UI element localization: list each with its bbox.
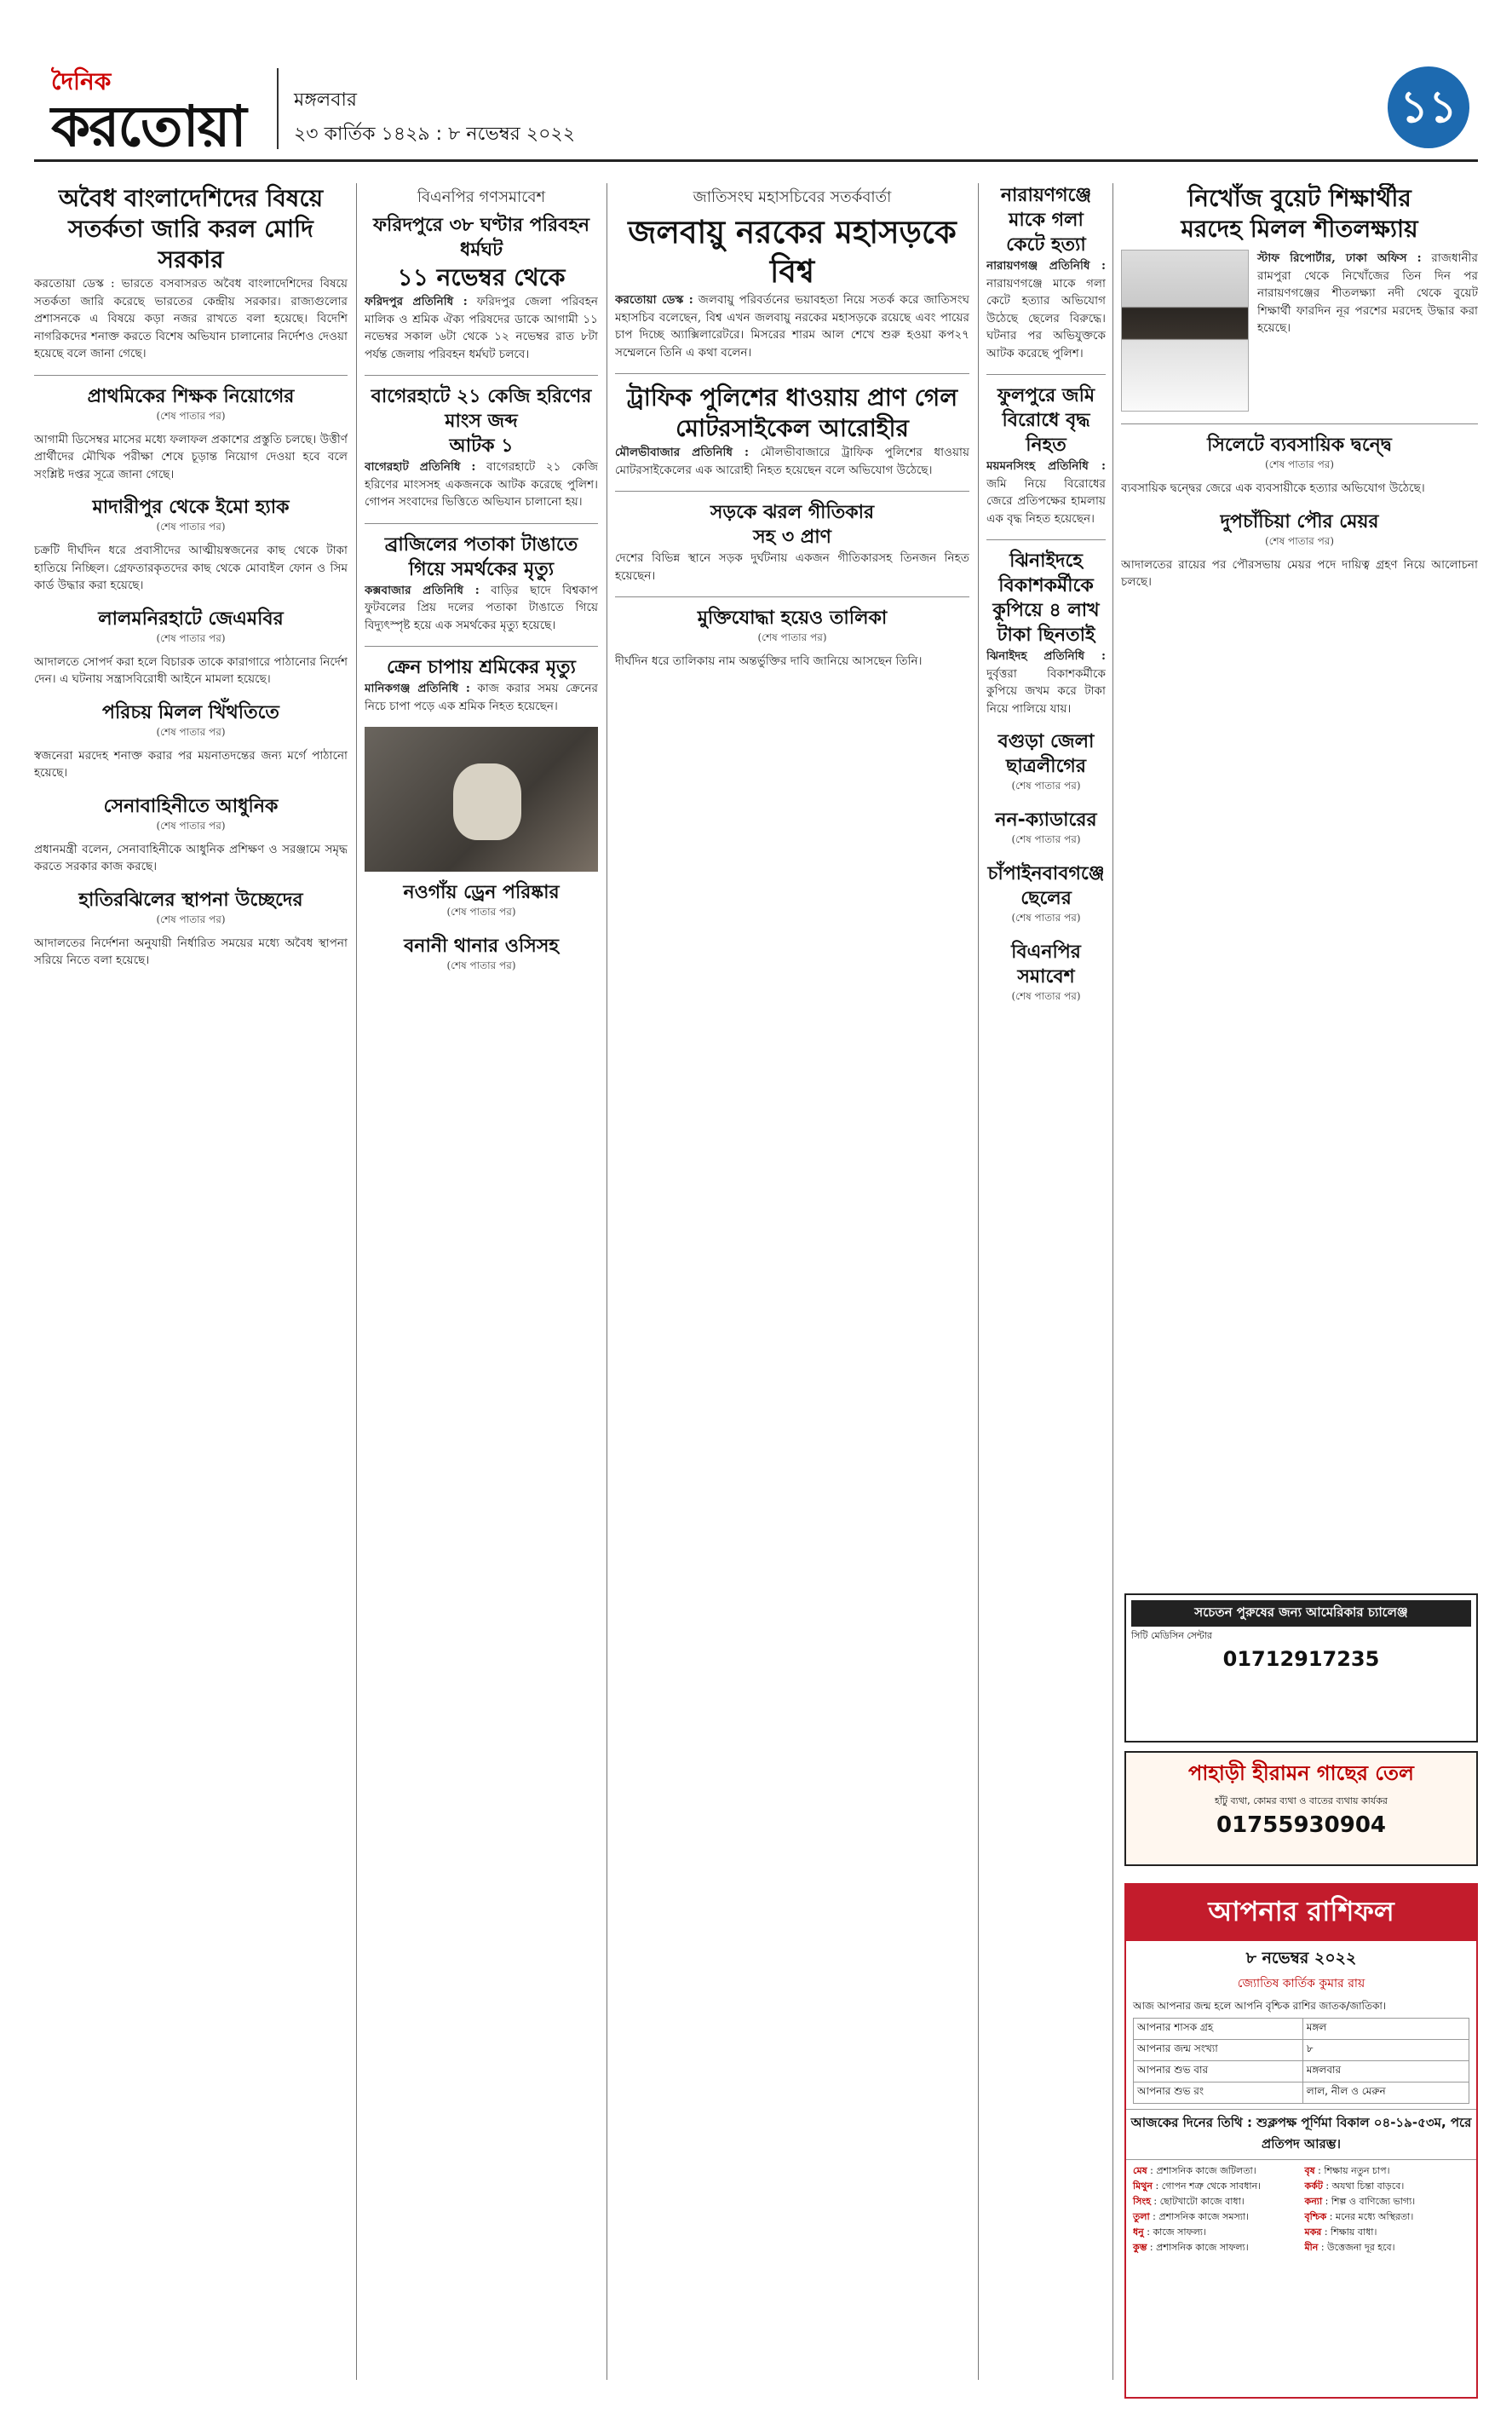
ad-phone: 01755930904	[1216, 1812, 1386, 1838]
continued-label: (শেষ পাতার পর)	[446, 906, 516, 918]
kicker: বিএনপির গণসমাবেশ	[417, 188, 546, 206]
continued-label: (শেষ পাতার পর)	[446, 959, 516, 971]
logo-small-text: দৈনিক	[51, 67, 112, 95]
article-fulpur	[986, 383, 1106, 527]
byline: মানিকগঞ্জ প্রতিনিধি :	[365, 682, 470, 695]
continued-label: (শেষ পাতার পর)	[1264, 458, 1335, 470]
headline: ফুলপুরে জমি বিরোধে বৃদ্ধ নিহত	[997, 385, 1095, 456]
headline: বগুড়া জেলা ছাত্রলীগের	[997, 731, 1095, 777]
article-army	[34, 794, 348, 876]
continued-label: (শেষ পাতার পর)	[156, 913, 226, 925]
article-body: স্বজনেরা মরদেহ শনাক্ত করার পর ময়নাতদন্তের জন্য মর্গে পাঠানো হয়েছে।	[34, 748, 348, 780]
headline: সিলেটে ব্যবসায়িক দ্বন্দ্বে	[1207, 435, 1392, 456]
byline: করতোয়া ডেস্ক :	[615, 293, 693, 307]
headline: ঝিনাইদহে বিকাশকর্মীকে কুপিয়ে ৪ লাখ টাকা ছিনতাই	[992, 550, 1100, 646]
article-body: আদালতে সোপর্দ করা হলে বিচারক তাকে কারাগারে পাঠানোর নির্দেশ দেন। এ ঘটনায় সন্ত্রাসবিরোধী আইনে মামলা হয়েছে।	[34, 654, 348, 686]
headline: বাগেরহাটে ২১ কেজি হরিণের মাংস জব্দ	[371, 386, 592, 432]
headline: মুক্তিযোদ্ধা হয়েও তালিকা	[697, 608, 888, 629]
article-jhenaidah	[986, 549, 1106, 717]
ad-title: সচেতন পুরুষের জন্য আমেরিকার চ্যালেঞ্জ	[1131, 1600, 1471, 1627]
continued-label: (শেষ পাতার পর)	[1011, 990, 1081, 1002]
article-imo-hack	[34, 495, 348, 595]
horoscope-title: আপনার রাশিফল	[1126, 1885, 1476, 1941]
byline: ঝিনাইদহ প্রতিনিধি :	[986, 649, 1106, 663]
newspaper-logo	[51, 60, 264, 159]
article-body: আগামী ডিসেম্বর মাসের মধ্যে ফলাফল প্রকাশের প্রস্তুতি চলছে। উত্তীর্ণ প্রার্থীদের মৌখিক পরীক্ষা শেষে চূড়ান্ত নিয়োগ দেওয়া হবে বলে সংশ্লিষ্ট দপ্তর সূত্রে জানা গেছে।	[34, 432, 348, 481]
zodiac-sign: তুলা : প্রশাসনিক কাজে সমস্যা।	[1133, 2211, 1250, 2222]
skull-shape	[453, 763, 521, 840]
byline: ফরিদপুর প্রতিনিধি :	[365, 295, 468, 308]
date-block	[294, 84, 575, 152]
skull-photo	[365, 727, 598, 872]
article-body: আদালতের নির্দেশনা অনুযায়ী নির্ধারিত সময়ের মধ্যে অবৈধ স্থাপনা সরিয়ে নিতে বলা হয়েছে।	[34, 936, 348, 967]
headline: ব্রাজিলের পতাকা টাঙাতে গিয়ে সমর্থকের মৃত্যু	[384, 533, 578, 580]
row-value: মঙ্গলবার	[1302, 2061, 1469, 2082]
continued-label: (শেষ পাতার পর)	[1011, 833, 1081, 845]
continued-label: (শেষ পাতার পর)	[1011, 780, 1081, 792]
row-key: আপনার জন্ম সংখ্যা	[1134, 2040, 1303, 2061]
article-body: চক্রটি দীর্ঘদিন ধরে প্রবাসীদের আত্মীয়স্বজনের কাছ থেকে টাকা হাতিয়ে নিচ্ছিল। গ্রেফতারকৃতদের কাছ থেকে মোবাইল ফোন ও সিম কার্ড উদ্ধার করা হয়েছে।	[34, 544, 348, 592]
page-number-badge: ১১	[1388, 66, 1469, 148]
article-crane	[365, 655, 598, 715]
zodiac-sign: মীন : উত্তেজনা দূর হবে।	[1304, 2242, 1395, 2253]
column-4	[986, 183, 1106, 2397]
column-rule	[978, 183, 979, 2380]
headline: সেনাবাহিনীতে আধুনিক	[103, 795, 279, 817]
headline: নিখোঁজ বুয়েট শিক্ষার্থীর	[1187, 184, 1411, 212]
continued-label: (শেষ পাতার পর)	[1264, 534, 1335, 547]
sub-headline: ১১ নভেম্বর থেকে	[397, 263, 566, 291]
article-non-cadre	[986, 808, 1106, 850]
headline: মরদেহ মিলল শীতলক্ষ্যায়	[1181, 215, 1418, 243]
headline: মাদারীপুর থেকে ইমো হ্যাক	[92, 497, 290, 518]
article-body: করতোয়া ডেস্ক : ভারতে বসবাসরত অবৈধ বাংলাদেশিদের বিষয়ে সতর্কতা জারি করেছে ভারতের কেন্দ্রীয় সরকার। রাজ্যগুলোর প্রশাসনকে এ বিষয়ে কড়া নজর রাখতে বলা হয়েছে। বিদেশি নাগরিকদের শনাক্ত করতে বিশেষ অভিযান চালানোর নির্দেশও দেওয়া হয়েছে বলে জানা গেছে।	[34, 277, 348, 360]
headline: ফরিদপুরে ৩৮ ঘণ্টার পরিবহন ধর্মঘট	[372, 215, 590, 261]
article-body: দেশের বিভিন্ন স্থানে সড়ক দুর্ঘটনায় একজন গীতিকারসহ তিনজন নিহত হয়েছেন।	[615, 551, 969, 583]
student-portrait-photo	[1121, 250, 1249, 412]
ad-title: পাহাড়ী হীরামন গাছের তেল	[1188, 1761, 1414, 1785]
article-illegal-bangladeshis	[34, 183, 348, 363]
continued-label: (শেষ পাতার পর)	[156, 521, 226, 533]
column-3	[615, 183, 969, 2397]
headline: লালমনিরহাটে জেএমবির	[98, 608, 284, 630]
headline: প্রাথমিকের শিক্ষক নিয়োগের	[87, 385, 295, 407]
zodiac-sign: কর্কট : অযথা চিন্তা বাড়বে।	[1304, 2180, 1405, 2192]
headline: মাকে গলা	[1009, 210, 1084, 231]
article-body: প্রধানমন্ত্রী বলেন, সেনাবাহিনীকে আধুনিক প্রশিক্ষণ ও সরঞ্জামে সমৃদ্ধ করতে সরকার কাজ করছে।	[34, 842, 348, 873]
headline: বনানী থানার ওসিসহ	[404, 936, 559, 957]
continued-label: (শেষ পাতার পর)	[156, 819, 226, 832]
horoscope-table	[1133, 2018, 1469, 2104]
zodiac-sign: কুম্ভ : প্রশাসনিক কাজে সাফল্য।	[1133, 2242, 1249, 2253]
article-body: জমি নিয়ে বিরোধের জেরে প্রতিপক্ষের হামলায় এক বৃদ্ধ নিহত হয়েছেন।	[986, 476, 1106, 526]
column-2	[365, 183, 598, 2397]
headline: নওগাঁয় ড্রেন পরিষ্কার	[403, 882, 560, 903]
issue-date: ২৩ কার্তিক ১৪২৯ : ৮ নভেম্বর ২০২২	[294, 124, 575, 145]
article-bogura-chhatraleague	[986, 729, 1106, 796]
byline: বাগেরহাট প্রতিনিধি :	[365, 460, 476, 474]
headline: সড়কে ঝরল গীতিকার	[710, 502, 875, 523]
article-chapainawabganj	[986, 861, 1106, 928]
article-identity	[34, 700, 348, 782]
headline: জলবায়ু নরকের মহাসড়কে বিশ্ব	[628, 214, 957, 290]
headline: নন-ক্যাডারের	[995, 809, 1097, 831]
article-traffic-police	[615, 383, 969, 479]
headline: দুপচাঁচিয়া পৌর মেয়র	[1220, 510, 1379, 533]
headline: অবৈধ বাংলাদেশিদের বিষয়ে	[58, 184, 324, 212]
headline: বিএনপির সমাবেশ	[1011, 942, 1081, 988]
article-bnp-rally	[986, 940, 1106, 1006]
continued-label: (শেষ পাতার পর)	[156, 409, 226, 422]
article-naogaon-drain	[365, 880, 598, 922]
row-key: আপনার শাসক গ্রহ	[1134, 2019, 1303, 2040]
zodiac-sign: সিংহ : ছোটখাটো কাজে বাধা।	[1133, 2196, 1245, 2207]
today-tithi: আজকের দিনের তিথি : শুক্লপক্ষ পূর্ণিমা বিকাল ০৪-১৯-৫৩ম, পরে প্রতিপদ আরম্ভ।	[1126, 2109, 1476, 2160]
article-deer-meat	[365, 384, 598, 511]
column-1	[34, 183, 348, 2397]
row-value: মঙ্গল	[1302, 2019, 1469, 2040]
continued-label: (শেষ পাতার পর)	[1011, 912, 1081, 924]
article-sylhet	[1121, 433, 1478, 498]
continued-label: (শেষ পাতার পর)	[156, 631, 226, 644]
byline: মৌলভীবাজার প্রতিনিধি :	[615, 446, 750, 459]
article-body: আদালতের রায়ের পর পৌরসভায় মেয়র পদে দায়িত্ব গ্রহণ নিয়ে আলোচনা চলছে।	[1121, 557, 1478, 589]
row-value: লাল, নীল ও মেরুন	[1302, 2082, 1469, 2104]
article-body: নারায়ণগঞ্জে মাকে গলা কেটে হত্যার অভিযোগ উঠেছে ছেলের বিরুদ্ধে। ঘটনার পর অভিযুক্তকে আটক করেছে পুলিশ।	[986, 276, 1106, 360]
continued-label: (শেষ পাতার পর)	[156, 725, 226, 738]
headline: হাতিরঝিলের স্থাপনা উচ্ছেদের	[78, 889, 303, 911]
horoscope-date: ৮ নভেম্বর ২০২২	[1245, 1949, 1357, 1967]
article-jmb	[34, 607, 348, 688]
article-dupchanchia-mayor	[1121, 510, 1478, 591]
article-body: মৌলভীবাজারে ট্রাফিক পুলিশের ধাওয়ায় মোটরসাইকেলের এক আরোহী নিহত হয়েছেন বলে অভিযোগ উঠেছে।	[615, 446, 969, 477]
column-rule	[356, 183, 357, 2380]
medicine-advertisement	[1124, 1593, 1478, 1743]
oil-advertisement	[1124, 1751, 1478, 1866]
article-body: দীর্ঘদিন ধরে তালিকায় নাম অন্তর্ভুক্তির দাবি জানিয়ে আসছেন তিনি।	[615, 654, 923, 668]
article-body: রাজধানীর রামপুরা থেকে নিখোঁজের তিন দিন পর নারায়ণগঞ্জের শীতলক্ষ্যা নদী থেকে বুয়েট শিক্ষার্থী ফারদিন নূর পরশের মরদেহ উদ্ধার করা হয়েছে।	[1257, 251, 1478, 335]
column-rule	[1112, 183, 1113, 2380]
headline: নারায়ণগঞ্জে	[1000, 185, 1092, 206]
article-teacher-recruitment	[34, 384, 348, 484]
masthead-divider	[277, 68, 279, 149]
article-body: দুর্বৃত্তরা বিকাশকর্মীকে কুপিয়ে জখম করে টাকা নিয়ে পালিয়ে যায়।	[986, 666, 1106, 716]
article-body: ফরিদপুর জেলা পরিবহন মালিক ও শ্রমিক ঐক্য পরিষদের ডাকে আগামী ১১ নভেম্বর সকাল ৬টা থেকে ১২ নভেম্বর রাত ৮টা পর্যন্ত জেলায় পরিবহন ধর্মঘট চলবে।	[365, 295, 598, 361]
article-climate	[615, 185, 969, 361]
article-body: বাড়ির ছাদে বিশ্বকাপ ফুটবলের প্রিয় দলের পতাকা টাঙাতে গিয়ে বিদ্যুৎস্পৃষ্ট হয়ে এক সমর্থকের মৃত্যু হয়েছে।	[365, 583, 598, 632]
byline: কক্সবাজার প্রতিনিধি :	[365, 583, 480, 597]
article-buet-student	[1121, 183, 1478, 412]
logo-main-text: করতোয়া	[51, 94, 245, 159]
headline: ক্রেন চাপায় শ্রমিকের মৃত্যু	[387, 657, 576, 678]
zodiac-sign: মকর : শিক্ষায় বাধা।	[1304, 2226, 1377, 2238]
zodiac-sign: মেষ : প্রশাসনিক কাজে জটিলতা।	[1133, 2165, 1256, 2176]
sub-headline: সহ ৩ প্রাণ	[753, 527, 831, 548]
ad-body: হাঁটু ব্যথা, কোমর ব্যথা ও বাতের ব্যথায় কার্যকর	[1215, 1795, 1388, 1806]
continued-label: (শেষ পাতার পর)	[757, 631, 827, 643]
article-body: জলবায়ু পরিবর্তনের ভয়াবহতা নিয়ে সতর্ক করে জাতিসংঘ মহাসচিব বলেছেন, বিশ্ব এখন জলবায়ু নরকের মহাসড়কে রয়েছে এবং পায়ের চাপ দিচ্ছে অ্যাক্সিলারেটরে। মিসরের শারম আল শেখে শুরু হওয়া কপ২৭ সম্মেলনে তিনি এ কথা বলেন।	[615, 293, 969, 360]
article-narayanganj-murder	[986, 183, 1106, 362]
article-banani-oc	[365, 934, 598, 976]
weekday: মঙ্গলবার	[294, 89, 357, 111]
headline: ট্রাফিক পুলিশের ধাওয়ায় প্রাণ গেল মোটরসাইকেল আরোহীর	[626, 383, 958, 442]
column-5	[1121, 183, 1478, 1579]
ad-body: সিটি মেডিসিন সেন্টার	[1131, 1630, 1212, 1641]
article-road-accident	[615, 500, 969, 585]
sub-headline: আটক ১	[449, 435, 514, 457]
zodiac-sign: মিথুন : গোপন শত্রু থেকে সাবধান।	[1133, 2180, 1262, 2192]
zodiac-sign: বৃষ : শিক্ষায় নতুন চাপ।	[1304, 2165, 1390, 2176]
headline: সতর্কতা জারি করল মোদি সরকার	[68, 215, 313, 274]
headline: কেটে হত্যা	[1006, 234, 1086, 256]
horoscope-intro: আজ আপনার জন্ম হলে আপনি বৃশ্চিক রাশির জাতক/জাতিকা।	[1133, 2000, 1387, 2012]
zodiac-sign: বৃশ্চিক : মনের মধ্যে অস্থিরতা।	[1304, 2211, 1414, 2222]
ad-phone: 01712917235	[1222, 1647, 1380, 1671]
headline: পরিচয় মিলল খিঁথতিতে	[102, 701, 279, 723]
article-hatirjheel	[34, 888, 348, 970]
headline: চাঁপাইনবাবগঞ্জে ছেলের	[987, 863, 1105, 909]
article-body: বাগেরহাটে ২১ কেজি হরিণের মাংসসহ একজনকে আটক করেছে পুলিশ। গোপন সংবাদের ভিত্তিতে অভিযান চালানো হয়।	[365, 460, 598, 509]
article-freedom-fighter	[615, 606, 969, 671]
article-faridpur-strike	[365, 185, 598, 363]
zodiac-sign: কন্যা : শিল্প ও বাণিজ্যে ভাগ্য।	[1304, 2196, 1416, 2207]
row-key: আপনার শুভ বার	[1134, 2061, 1303, 2082]
zodiac-sign: ধনু : কাজে সাফল্য।	[1133, 2226, 1206, 2238]
masthead	[34, 60, 1478, 162]
row-value: ৮	[1302, 2040, 1469, 2061]
horoscope-box	[1124, 1883, 1478, 2399]
byline: স্টাফ রিপোর্টার, ঢাকা অফিস :	[1257, 251, 1422, 265]
article-body: কাজ করার সময় ক্রেনের নিচে চাপা পড়ে এক শ্রমিক নিহত হয়েছেন।	[365, 682, 598, 713]
row-key: আপনার শুভ রং	[1134, 2082, 1303, 2104]
kicker: জাতিসংঘ মহাসচিবের সতর্কবার্তা	[693, 188, 892, 206]
byline: নারায়ণগঞ্জ প্রতিনিধি :	[986, 259, 1106, 273]
article-body: ব্যবসায়িক দ্বন্দ্বের জেরে এক ব্যবসায়ীকে হত্যার অভিযোগ উঠেছে।	[1121, 481, 1425, 495]
zodiac-signs-grid	[1126, 2160, 1476, 2259]
horoscope-author: জ্যোতিষ কার্তিক কুমার রায়	[1237, 1977, 1365, 1990]
article-brazil-flag	[365, 533, 598, 635]
byline: ময়মনসিংহ প্রতিনিধি :	[986, 459, 1106, 473]
